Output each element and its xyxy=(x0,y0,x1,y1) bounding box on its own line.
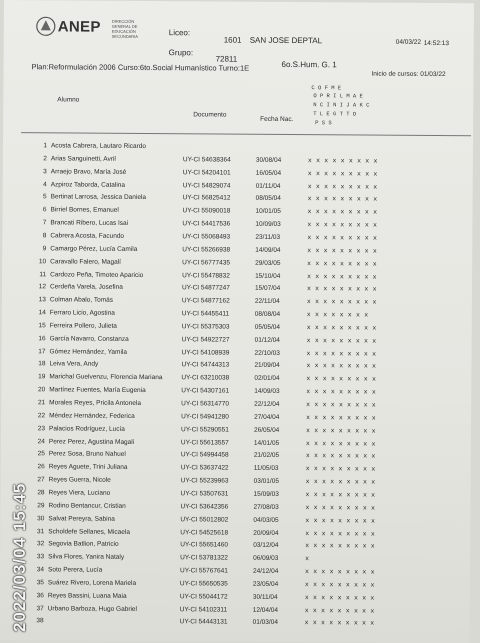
table-row xyxy=(1,373,471,387)
table-row xyxy=(2,258,472,272)
student-name: Arias Sanguinetti, Avril xyxy=(50,155,116,163)
table-row xyxy=(3,181,473,195)
table-row xyxy=(2,206,472,220)
table-row xyxy=(3,155,473,169)
row-number: 16 xyxy=(38,334,46,343)
table-row xyxy=(1,348,471,362)
subject-marks: x x x x x x x x xyxy=(306,311,369,319)
student-document: UY-CI 55012802 xyxy=(180,515,229,524)
row-number: 15 xyxy=(38,322,46,330)
table-row xyxy=(1,425,471,439)
subject-letters-4: T L E G T T O xyxy=(313,110,357,118)
student-birthdate: 04/03/05 xyxy=(253,516,279,524)
subject-marks: x x x x x x x x x xyxy=(307,246,378,255)
student-name: Reyes Viera, Luciano xyxy=(48,489,111,497)
student-birthdate: 30/11/04 xyxy=(252,593,278,601)
student-document: UY-CI 54443131 xyxy=(179,618,228,627)
student-name: Brancati Ribero, Lucas Isai xyxy=(50,219,129,227)
student-name: Morales Reyes, Pricila Antonela xyxy=(49,399,141,407)
table-row xyxy=(0,515,470,529)
student-document: UY-CI 55613557 xyxy=(180,438,229,447)
student-document: UY-CI 55290551 xyxy=(180,425,229,434)
table-row xyxy=(0,617,470,631)
table-row xyxy=(1,399,471,413)
student-birthdate: 12/04/04 xyxy=(252,606,279,614)
student-name: Reyes Aguete, Trini Juliana xyxy=(48,463,128,472)
student-birthdate: 23/11/03 xyxy=(255,233,281,241)
student-birthdate: 11/05/03 xyxy=(253,465,279,473)
liceo-name: SAN JOSE DEPTAL xyxy=(249,35,323,46)
student-name: Cabrera Acosta, Facundo xyxy=(50,232,125,240)
row-number: 30 xyxy=(37,514,45,522)
subject-marks: x x x x x x x x x xyxy=(306,324,377,332)
student-name: Gómez Hernández, Yamila xyxy=(49,347,128,356)
subject-marks: x x x x x x x x x xyxy=(306,362,377,371)
liceo-number: 1601 xyxy=(223,35,242,45)
table-row xyxy=(1,412,471,426)
photo-timestamp-text: 2022/03/04 15:45 xyxy=(10,482,29,632)
student-document: UY-CI 54922727 xyxy=(181,335,230,344)
subject-marks: x x x x x x x x x xyxy=(305,491,376,499)
row-number: 28 xyxy=(37,489,45,497)
table-row xyxy=(2,232,472,246)
table-row xyxy=(2,296,472,310)
subject-marks: x x x x x x x x x xyxy=(307,195,378,204)
subject-marks: x x x x x x x x x xyxy=(304,568,375,576)
subject-letters-2: O P R I L M A E xyxy=(313,92,363,100)
student-name: Suárez Rivero, Lorena Mariela xyxy=(47,579,137,587)
table-row xyxy=(2,219,472,233)
subject-marks: x x x x x x x x x xyxy=(307,259,377,268)
subject-marks: x x x x x x x x x xyxy=(306,388,377,396)
subject-marks: x x x x x x x x x xyxy=(305,542,375,550)
student-birthdate: 05/05/04 xyxy=(254,323,281,331)
row-number: 1 xyxy=(43,142,48,150)
row-number: 31 xyxy=(37,527,45,535)
row-number: 21 xyxy=(37,399,46,407)
anep-emblem-icon xyxy=(36,16,56,36)
student-birthdate: 14/09/03 xyxy=(254,387,280,396)
row-number: 32 xyxy=(36,540,45,548)
row-number: 36 xyxy=(36,591,44,600)
table-row xyxy=(3,168,473,182)
row-number: 26 xyxy=(37,463,45,471)
grupo-number: 72811 xyxy=(215,54,238,64)
row-number: 20 xyxy=(38,386,46,394)
student-document: UY-CI 54877247 xyxy=(181,284,230,292)
row-number: 25 xyxy=(37,450,45,458)
subject-marks: x x x x x x x x x xyxy=(306,298,377,306)
student-document: UY-CI 54307161 xyxy=(181,387,230,395)
subject-marks: x x x x x x x x x xyxy=(306,349,377,358)
student-name: Méndez Hernández, Federica xyxy=(49,412,135,420)
table-row xyxy=(2,309,472,323)
subject-marks: x x x x x x x x x xyxy=(305,426,376,435)
student-birthdate: 27/08/03 xyxy=(253,503,279,511)
student-birthdate: 03/01/05 xyxy=(253,477,279,486)
table-row xyxy=(0,566,470,580)
row-number: 13 xyxy=(38,296,46,304)
row-number: 10 xyxy=(38,257,47,265)
student-document: UY-CI 55068493 xyxy=(182,233,231,241)
student-birthdate: 10/09/03 xyxy=(255,220,281,229)
subject-marks: x x x x x x x x x xyxy=(307,156,378,165)
student-birthdate: 21/09/04 xyxy=(254,362,280,370)
student-document: UY-CI 54417536 xyxy=(182,220,231,228)
student-name: Cerdeña Varela, Josefina xyxy=(49,283,123,292)
student-name: Salvat Pereyra, Sabina xyxy=(48,514,115,523)
student-name: Scholdefe Sellanes, Micaela xyxy=(48,527,130,536)
student-document: UY-CI 54941280 xyxy=(181,413,229,421)
student-birthdate: 27/04/04 xyxy=(254,413,280,421)
table-row xyxy=(0,553,470,567)
student-birthdate: 29/03/05 xyxy=(255,259,281,267)
table-row xyxy=(1,450,471,464)
student-name: Perez Perez, Agustina Magali xyxy=(48,437,135,446)
row-number: 12 xyxy=(38,283,47,291)
table-row xyxy=(1,438,471,452)
student-document: UY-CI 53781322 xyxy=(180,554,228,562)
subject-marks: x x x x x x x x x xyxy=(306,413,376,422)
student-document: UY-CI 55375303 xyxy=(181,323,230,331)
student-name: Ferreira Pollero, Julieta xyxy=(49,322,117,330)
student-birthdate: 30/08/04 xyxy=(255,156,282,164)
inicio-cursos: Inicio de cursos: 01/03/22 xyxy=(371,70,446,79)
row-number: 22 xyxy=(37,412,46,420)
subject-marks: x x x x x x x x x xyxy=(306,285,377,293)
student-name: Soto Perera, Lucía xyxy=(47,566,103,574)
student-document: UY-CI 53507631 xyxy=(180,490,229,498)
table-row xyxy=(2,335,472,349)
student-name: Silva Flores, Yanira Nataly xyxy=(48,553,125,562)
student-name: Rodino Bentancur, Cristian xyxy=(48,502,126,510)
row-number: 23 xyxy=(37,424,46,432)
row-number: 2 xyxy=(43,155,47,163)
student-document: UY-CI 55239963 xyxy=(180,477,229,485)
row-number: 29 xyxy=(37,502,45,510)
student-birthdate: 22/11/04 xyxy=(254,297,280,306)
subject-marks: x x x x x x x x x xyxy=(307,221,378,229)
student-name: Segovia Batlion, Patricio xyxy=(48,540,119,549)
student-name: Reyes Bassini, Luana Maia xyxy=(47,592,127,600)
subject-marks: x x x x x x x x x xyxy=(305,503,376,512)
grupo-label: Grupo: xyxy=(168,48,194,58)
print-time: 14:52:13 xyxy=(423,39,450,48)
table-row xyxy=(0,502,470,516)
table-row xyxy=(1,463,471,477)
student-name: Arraejo Bravo, María José xyxy=(50,168,127,176)
student-document: UY-CI 56825412 xyxy=(182,194,231,202)
column-alumno: Alumno xyxy=(57,96,80,104)
student-document: UY-CI 55044172 xyxy=(179,592,228,601)
student-name: Perez Sosa, Bruno Nahuel xyxy=(48,450,126,459)
student-document: UY-CI 55478832 xyxy=(182,271,230,280)
student-document: UY-CI 54638364 xyxy=(182,156,231,164)
subject-marks: x x x x x x x x x xyxy=(305,516,376,525)
header-divider xyxy=(21,132,471,136)
student-name: Caravallo Falero, Magalí xyxy=(50,257,122,266)
row-number: 18 xyxy=(38,360,46,368)
student-birthdate: 15/09/03 xyxy=(253,490,279,498)
subject-marks: x x x x x x x x x xyxy=(306,401,376,409)
student-birthdate: 01/12/04 xyxy=(254,336,280,344)
student-document: UY-CI 55090018 xyxy=(182,207,231,215)
subject-marks: x x x x x x x x x xyxy=(305,452,376,460)
student-document: UY-CI 55651460 xyxy=(180,541,229,549)
subject-marks: x x x x x x x x x xyxy=(305,439,376,448)
row-number: 24 xyxy=(37,437,45,445)
student-document: UY-CI 55650535 xyxy=(179,580,228,588)
row-number: 7 xyxy=(42,219,47,227)
student-birthdate: 16/05/04 xyxy=(255,169,282,177)
student-name: Marichal Guelvenzu, Florencia Mariana xyxy=(49,373,163,382)
student-birthdate: 10/01/05 xyxy=(255,208,281,216)
student-name: Leiva Vera, Andy xyxy=(49,360,99,369)
subject-marks: x x x x x x x x x xyxy=(305,478,376,486)
subject-marks: x x x x x x x x x xyxy=(307,272,377,281)
table-row xyxy=(1,386,471,400)
table-row xyxy=(0,527,470,541)
plan-line: Plan:Reformulación 2006 Curso:6to.Social Humanístico Turno:1E xyxy=(31,62,250,73)
student-birthdate: 08/05/04 xyxy=(255,195,281,203)
subject-marks: x x x x x x x x x xyxy=(305,529,376,538)
table-row xyxy=(0,592,470,606)
row-number: 17 xyxy=(38,347,46,355)
table-row xyxy=(2,322,472,336)
student-name: Cardozo Peña, Timoteo Aparicio xyxy=(50,270,144,279)
student-birthdate: 20/09/04 xyxy=(253,529,279,537)
subject-marks: x x x x x x x x x xyxy=(307,182,378,191)
logo-text: ANEP xyxy=(57,18,101,36)
subject-marks: x xyxy=(305,555,310,563)
row-number: 19 xyxy=(38,373,46,381)
student-document: UY-CI 56314770 xyxy=(181,400,230,408)
student-birthdate: 21/02/05 xyxy=(253,452,280,460)
student-birthdate: 24/12/04 xyxy=(252,567,279,575)
row-number: 6 xyxy=(42,206,47,214)
table-row xyxy=(0,540,470,554)
row-number: 9 xyxy=(42,245,47,253)
subject-marks: x x x x x x x x x xyxy=(307,234,378,242)
student-name: Birriel Bornes, Emanuel xyxy=(50,206,119,215)
subject-letters-1: C O F M E xyxy=(311,84,342,92)
student-document: UY-CI 54102311 xyxy=(179,605,228,614)
subject-marks: x x x x x x x x x xyxy=(304,606,375,615)
print-date: 04/03/22 xyxy=(395,38,422,46)
column-documento: Documento xyxy=(193,111,227,119)
row-number: 14 xyxy=(38,309,46,317)
table-row xyxy=(1,489,471,503)
student-name: Urbano Barboza, Hugo Gabriel xyxy=(47,604,138,613)
subject-letters-5: P S S xyxy=(315,119,332,127)
subject-marks: x x x x x x x x x xyxy=(307,169,378,178)
table-row xyxy=(2,245,472,259)
student-name: Reyes Guerra, Nicole xyxy=(48,476,111,484)
student-name: García Navarro, Constanza xyxy=(49,335,129,343)
row-number: 8 xyxy=(42,232,47,240)
table-row xyxy=(0,605,470,619)
row-number: 5 xyxy=(42,193,47,201)
row-number: 34 xyxy=(36,566,45,574)
table-row xyxy=(3,193,473,207)
student-document: UY-CI 56777435 xyxy=(182,258,231,267)
student-birthdate: 06/09/03 xyxy=(253,554,279,563)
student-name: Colman Abalo, Tomás xyxy=(49,296,114,304)
row-number: 3 xyxy=(43,167,47,175)
student-birthdate: 26/05/04 xyxy=(253,426,280,434)
student-birthdate: 08/08/04 xyxy=(254,310,281,318)
anep-logo xyxy=(36,14,146,41)
subject-marks: x x x x x x x x x xyxy=(306,336,377,345)
subject-marks: x x x x x x x x x xyxy=(304,581,375,589)
grupo-name: 6o.S.Hum. G. 1 xyxy=(281,59,337,70)
student-document: UY-CI 54108939 xyxy=(181,348,230,357)
student-name: Ferraro Licio, Agostina xyxy=(49,309,115,317)
student-name: Azpiroz Taborda, Catalina xyxy=(50,180,126,189)
student-document: UY-CI 53642356 xyxy=(180,503,229,511)
student-document: UY-CI 55266938 xyxy=(182,246,231,254)
row-number: 27 xyxy=(37,476,45,484)
student-name: Palacios Rodríguez, Lucía xyxy=(48,425,125,433)
student-birthdate: 15/10/04 xyxy=(255,272,281,280)
student-document: UY-CI 55767641 xyxy=(179,567,228,575)
student-name: Martínez Fuentes, María Eugenia xyxy=(49,386,146,395)
student-document: UY-CI 54829074 xyxy=(182,181,231,190)
student-birthdate: 22/12/04 xyxy=(254,400,280,408)
table-row xyxy=(2,283,472,297)
logo-subtitle: DIRECCIÓN GENERAL DE EDUCACIÓN SECUNDARIA xyxy=(111,18,139,39)
student-birthdate: 15/07/04 xyxy=(254,285,281,293)
table-row xyxy=(0,579,470,593)
table-row xyxy=(1,476,471,490)
subject-marks: x x x x x x x x x xyxy=(305,465,376,473)
subject-marks: x x x x x x x x x xyxy=(307,208,378,216)
subject-marks: x x x x x x x x x xyxy=(304,593,375,602)
row-number: 11 xyxy=(39,270,47,278)
student-birthdate: 01/03/04 xyxy=(252,619,278,627)
student-document: UY-CI 54204101 xyxy=(182,168,231,177)
subject-marks: x x x x x x x x x xyxy=(306,375,377,383)
student-name: Acosta Cabrera, Lautaro Ricardo xyxy=(50,142,147,150)
row-number: 35 xyxy=(36,579,44,587)
student-birthdate: 22/10/03 xyxy=(254,349,280,357)
student-document: UY-CI 54877162 xyxy=(181,297,230,305)
photo-timestamp xyxy=(10,482,32,632)
student-name: Bertinat Larrosa, Jessica Daniela xyxy=(50,193,147,202)
student-birthdate: 14/01/05 xyxy=(253,439,280,447)
row-number: 4 xyxy=(43,180,47,188)
student-document: UY-CI 54744313 xyxy=(181,361,230,370)
student-birthdate: 03/12/04 xyxy=(253,542,279,550)
table-row xyxy=(3,142,473,156)
student-birthdate: 01/11/04 xyxy=(255,182,281,190)
student-document: UY-CI 54525618 xyxy=(180,528,229,537)
table-row xyxy=(1,360,471,374)
subject-letters-3: N C I N I J A K C xyxy=(313,101,370,109)
student-document: UY-CI 53637422 xyxy=(180,464,229,472)
student-birthdate: 14/09/04 xyxy=(255,246,281,254)
student-document: UY-CI 54455411 xyxy=(181,310,230,318)
student-birthdate: 02/01/04 xyxy=(254,375,280,383)
column-fecha-nac: Fecha Nac. xyxy=(260,115,294,124)
student-document: UY-CI 54994458 xyxy=(180,451,229,459)
table-row xyxy=(2,270,472,284)
student-name: Camargo Pérez, Lucía Camila xyxy=(50,245,138,253)
liceo-label: Liceo: xyxy=(168,28,191,38)
subject-marks: x x x x x x x x x xyxy=(304,619,375,628)
student-document: UY-CI 63210038 xyxy=(181,374,230,382)
row-number: 38 xyxy=(36,617,44,625)
row-number: 33 xyxy=(36,553,45,561)
row-number: 37 xyxy=(36,604,44,612)
student-birthdate: 23/05/04 xyxy=(252,580,279,588)
